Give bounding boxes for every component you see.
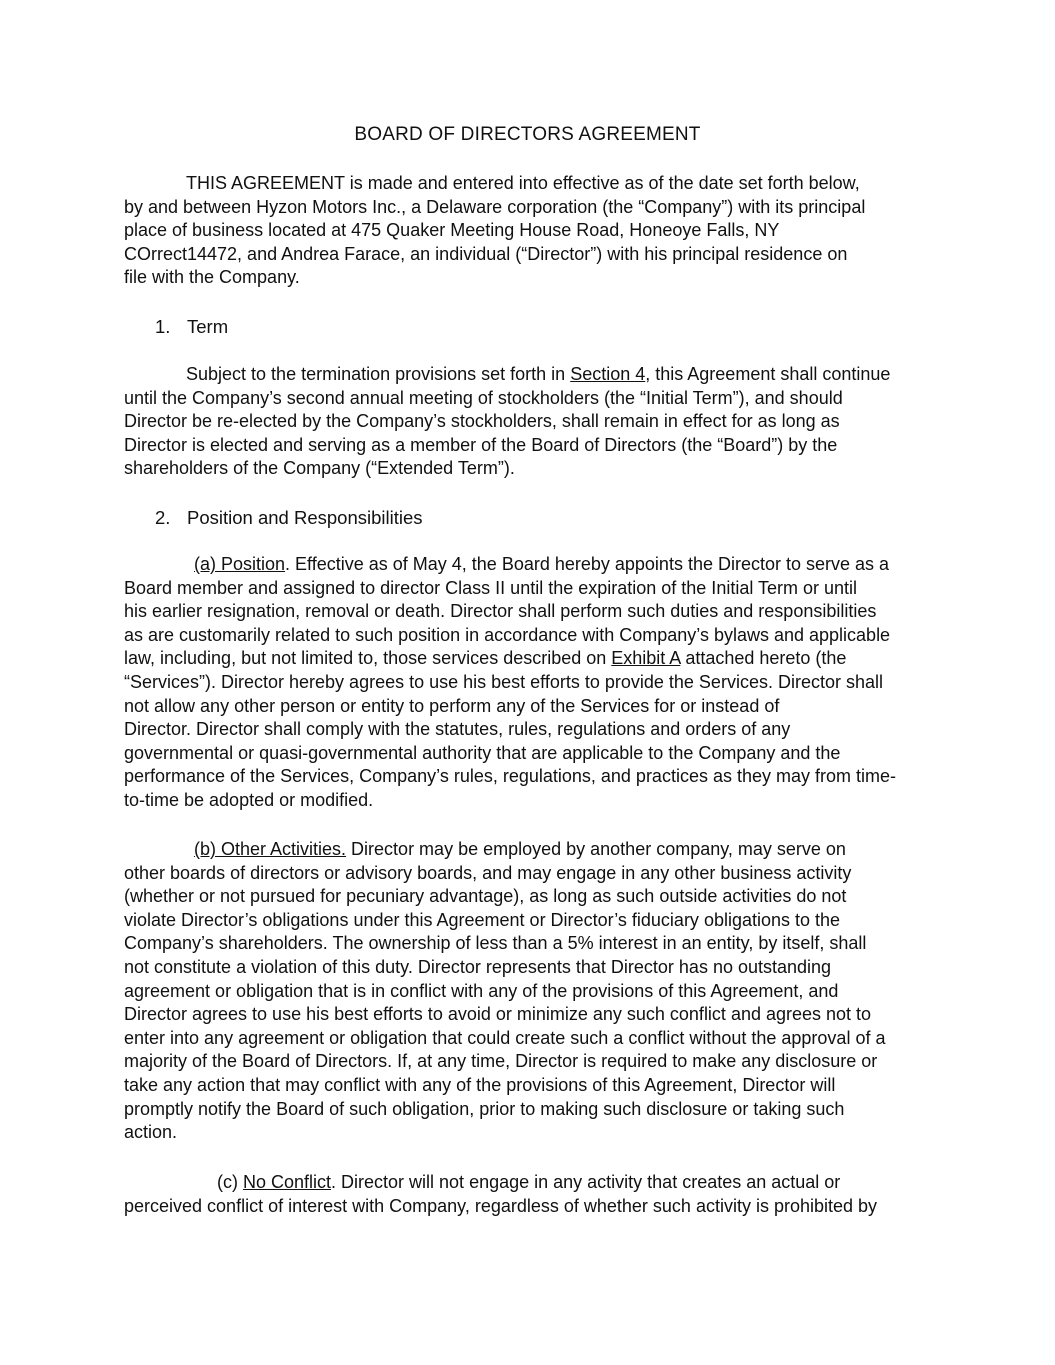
subsection-a-label: (a) Position bbox=[194, 554, 286, 574]
paragraph-line: promptly notify the Board of such obligation, prior to making such disclosure or taking such bbox=[124, 1098, 845, 1119]
paragraph-line: majority of the Board of Directors. If, at any time, Director is required to make any disclosure or bbox=[124, 1051, 878, 1072]
paragraph-line: governmental or quasi-governmental authority that are applicable to the Company and the bbox=[124, 742, 841, 763]
paragraph-line: other boards of directors or advisory boards, and may engage in any other business activity bbox=[124, 862, 852, 883]
paragraph-line: Director is elected and serving as a member of the Board of Directors (the “Board”) by the bbox=[124, 434, 838, 455]
paragraph-line: action. bbox=[124, 1122, 178, 1143]
intro-paragraph bbox=[124, 172, 932, 290]
paragraph-line: not allow any other person or entity to perform any of the Services for or instead of bbox=[124, 695, 780, 716]
section-1-heading bbox=[155, 315, 228, 339]
paragraph-line bbox=[124, 1171, 932, 1195]
exhibit-a-reference: Exhibit A bbox=[611, 648, 681, 669]
paragraph-line bbox=[124, 838, 932, 862]
paragraph-line: not constitute a violation of this duty. Director represents that Director has no outstanding bbox=[124, 956, 832, 977]
paragraph-line: (whether or not pursued for pecuniary advantage), as long as such outside activities do not bbox=[124, 886, 847, 907]
section-2b-paragraph bbox=[124, 838, 932, 1145]
paragraph-line: take any action that may conflict with any of the provisions of this Agreement, Director will bbox=[124, 1074, 836, 1095]
paragraph-line: enter into any agreement or obligation that could create such a conflict without the approval of a bbox=[124, 1027, 886, 1048]
text-run: Subject to the termination provisions set forth in bbox=[186, 364, 571, 384]
paragraph-line: Director be re-elected by the Company’s stockholders, shall remain in effect for as long as bbox=[124, 411, 840, 432]
paragraph-line: “Services”). Director hereby agrees to use his best efforts to provide the Services. Director shall bbox=[124, 671, 883, 692]
subsection-b-label: (b) Other Activities. bbox=[194, 839, 347, 859]
section-title: Term bbox=[187, 316, 229, 337]
text-run: (c) bbox=[217, 1172, 243, 1192]
paragraph-line: perceived conflict of interest with Company, regardless of whether such activity is prohibited by bbox=[124, 1195, 878, 1216]
text-run: . Effective as of May 4, the Board hereby appoints the Director to serve as a bbox=[285, 554, 890, 574]
paragraph-line: to-time be adopted or modified. bbox=[124, 789, 374, 810]
paragraph-line: as are customarily related to such position in accordance with Company’s bylaws and applicable bbox=[124, 624, 891, 645]
section-number: 2. bbox=[155, 507, 171, 528]
paragraph-line bbox=[124, 363, 932, 387]
section-2a-paragraph bbox=[124, 553, 932, 813]
paragraph-line: agreement or obligation that is in conflict with any of the provisions of this Agreement, and bbox=[124, 980, 839, 1001]
text-run: . Director will not engage in any activity that creates an actual or bbox=[331, 1172, 841, 1192]
paragraph-line: Director. Director shall comply with the statutes, rules, regulations and orders of any bbox=[124, 719, 791, 740]
document-title: BOARD OF DIRECTORS AGREEMENT bbox=[354, 124, 701, 145]
paragraph-line: until the Company’s second annual meeting of stockholders (the “Initial Term”), and should bbox=[124, 387, 843, 408]
section-4-reference: Section 4 bbox=[570, 364, 646, 384]
paragraph-line: violate Director’s obligations under this Agreement or Director’s fiduciary obligations to the bbox=[124, 909, 841, 930]
intro-line: place of business located at 475 Quaker Meeting House Road, Honeoye Falls, NY bbox=[124, 220, 780, 241]
paragraph-line: Director agrees to use his best efforts to avoid or minimize any such conflict and agrees not to bbox=[124, 1004, 872, 1025]
text-run: , this Agreement shall continue bbox=[645, 364, 891, 384]
paragraph-line: Board member and assigned to director Class II until the expiration of the Initial Term or until bbox=[124, 577, 858, 598]
intro-line: THIS AGREEMENT is made and entered into effective as of the date set forth below, bbox=[186, 173, 860, 193]
intro-line: by and between Hyzon Motors Inc., a Delaware corporation (the “Company”) with its principal bbox=[124, 196, 866, 217]
text-run: Director may be employed by another company, may serve on bbox=[346, 839, 846, 859]
intro-line: file with the Company. bbox=[124, 267, 300, 288]
text-run: law, including, but not limited to, those services described on bbox=[124, 648, 612, 669]
section-1-paragraph bbox=[124, 363, 932, 481]
intro-line: COrrect14472, and Andrea Farace, an individual (“Director”) with his principal residence on bbox=[124, 243, 848, 264]
section-2c-paragraph bbox=[124, 1171, 932, 1218]
text-run: attached hereto (the bbox=[680, 648, 847, 669]
paragraph-line: Company’s shareholders. The ownership of less than a 5% interest in an entity, by itself, shall bbox=[124, 933, 867, 954]
subsection-c-label: No Conflict bbox=[243, 1172, 332, 1192]
paragraph-line bbox=[124, 647, 932, 671]
section-number: 1. bbox=[155, 316, 171, 337]
paragraph-line bbox=[124, 553, 932, 577]
paragraph-line: his earlier resignation, removal or death. Director shall perform such duties and responsibilities bbox=[124, 601, 877, 622]
paragraph-line: performance of the Services, Company’s rules, regulations, and practices as they may from time- bbox=[124, 766, 896, 787]
paragraph-line: shareholders of the Company (“Extended Term”). bbox=[124, 458, 515, 479]
section-title: Position and Responsibilities bbox=[187, 507, 423, 528]
section-2-heading bbox=[155, 506, 423, 530]
